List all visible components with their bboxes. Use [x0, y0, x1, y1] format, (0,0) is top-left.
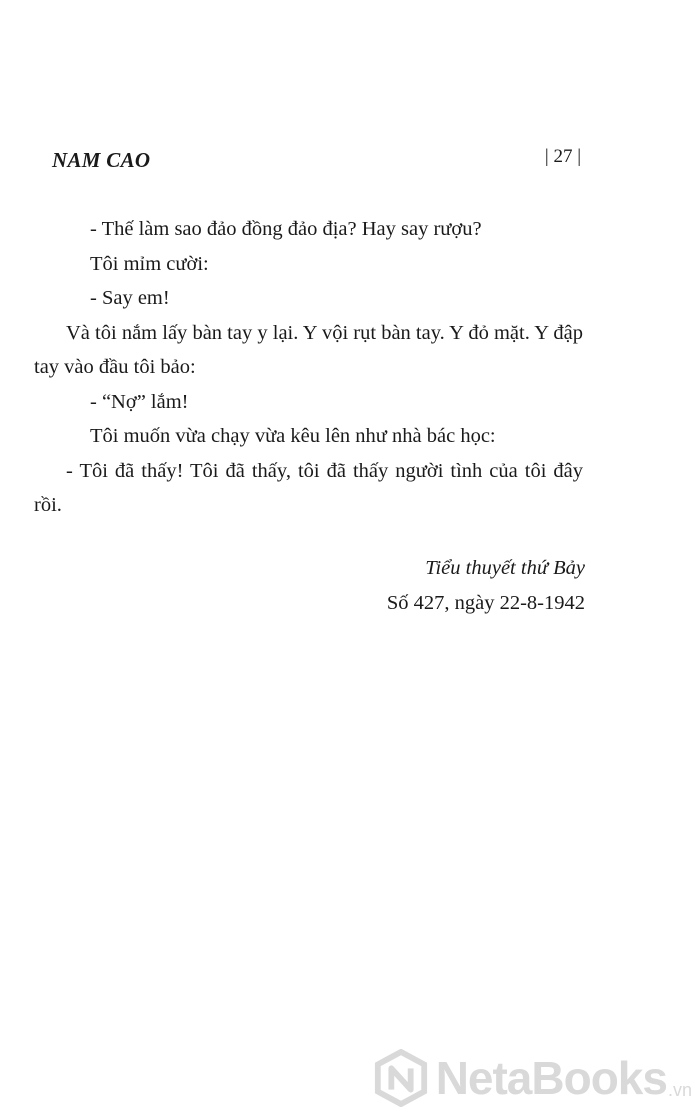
running-head: NAM CAO	[52, 148, 151, 172]
paragraph: Và tôi nắm lấy bàn tay y lại. Y vội rụt bàn tay. Y đỏ mặt. Y đập tay vào đầu tôi bảo:	[34, 321, 583, 378]
paragraph: - Thế làm sao đảo đồng đảo địa? Hay say rượu?	[90, 218, 482, 240]
paragraph: - Tôi đã thấy! Tôi đã thấy, tôi đã thấy người tình của tôi đây rồi.	[34, 459, 583, 516]
watermark-brand: NetaBooks	[435, 1052, 667, 1104]
page-number: | 27 |	[544, 146, 581, 167]
paragraph: - “Nợ” lắm!	[90, 390, 189, 413]
paragraph: Tôi mỉm cười:	[90, 252, 209, 275]
source-issue: Số 427, ngày 22-8-1942	[386, 591, 585, 614]
hexagon-n-logo-icon	[372, 1049, 430, 1107]
paragraph: Tôi muốn vừa chạy vừa kêu lên như nhà bác học:	[90, 425, 496, 447]
watermark	[372, 1049, 692, 1107]
source-citation	[387, 551, 585, 620]
watermark-suffix: .vn	[667, 1080, 692, 1100]
body-text	[34, 212, 583, 523]
paragraph: - Say em!	[90, 287, 170, 309]
source-magazine: Tiểu thuyết thứ Bảy	[425, 557, 585, 579]
